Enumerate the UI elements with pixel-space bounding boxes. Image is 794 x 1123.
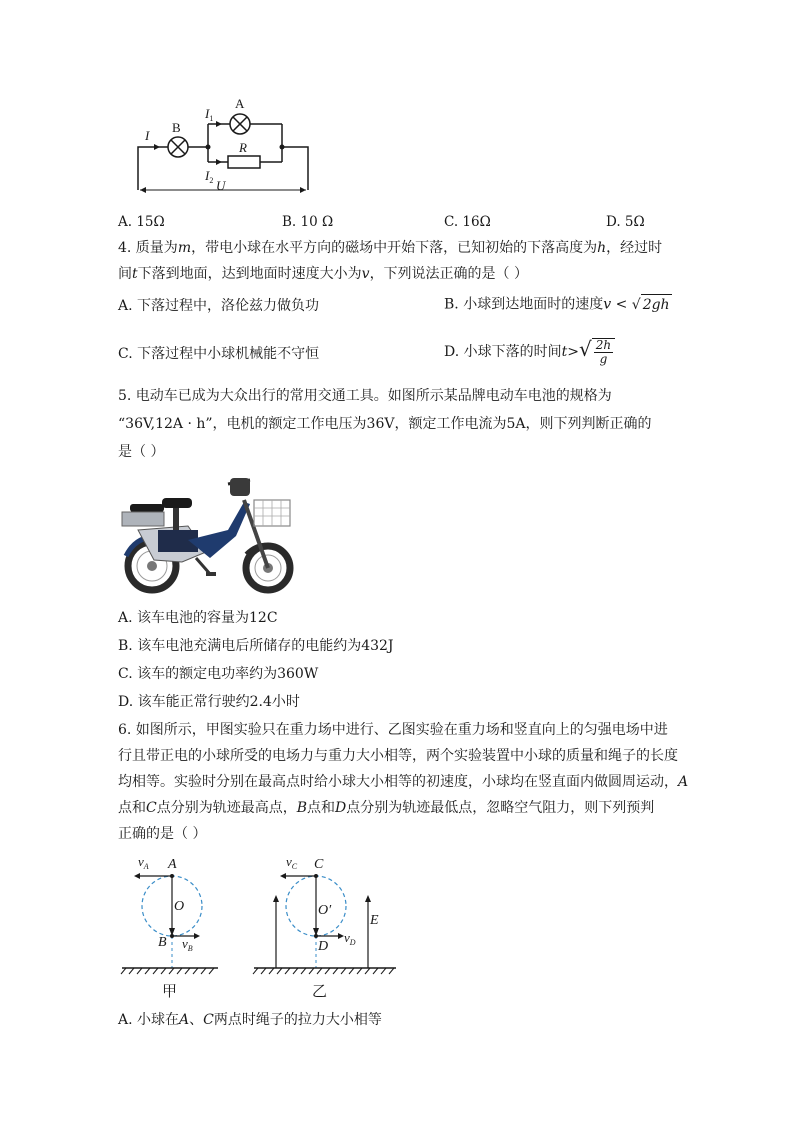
label-D: D: [318, 939, 329, 954]
caption-jia: 甲: [162, 982, 178, 1000]
q6-stem-line4: 点和C点分别为轨迹最高点，B点和D点分别为轨迹最低点，忽略空气阻力，则下列预判: [118, 800, 655, 816]
q5-stem-line1: 5. 电动车已成为大众出行的常用交通工具。如图所示某品牌电动车电池的规格为: [118, 388, 612, 404]
label-B: B: [158, 935, 167, 950]
electric-bike-image: [118, 470, 294, 596]
label-A: A: [235, 96, 245, 111]
label-vD: $v_D$: [344, 930, 356, 947]
q5-stem-line3: 是（ ）: [118, 444, 165, 460]
q3-option-d: D. 5Ω: [606, 214, 645, 230]
figure-jia: [118, 850, 222, 1002]
label-U: U: [216, 178, 226, 193]
q4-stem-line2: 间t下落到地面，达到地面时速度大小为v，下列说法正确的是（ ）: [118, 266, 529, 282]
caption-yi: 乙: [312, 982, 328, 1000]
q6-option-a: A. 小球在A、C两点时绳子的拉力大小相等: [118, 1012, 382, 1028]
q5-option-c: C. 该车的额定电功率约为360W: [118, 666, 319, 682]
q5-option-d: D. 该车能正常行驶约2.4小时: [118, 694, 300, 710]
circuit-diagram: [128, 92, 318, 202]
label-E: E: [370, 913, 379, 928]
label-vB: $v_B$: [182, 936, 193, 953]
q3-option-c: C. 16Ω: [444, 214, 491, 230]
q4-stem-line1: 4. 质量为m，带电小球在水平方向的磁场中开始下落，已知初始的下落高度为h，经过时: [118, 240, 663, 256]
label-O: O: [174, 899, 185, 914]
label-I2: $I_2$: [205, 168, 214, 185]
q6-stem-line2: 行且带正电的小球所受的电场力与重力大小相等，两个实验装置中小球的质量和绳子的长度: [118, 748, 678, 764]
label-B: B: [172, 120, 181, 135]
label-A: A: [168, 857, 177, 872]
q5-option-a: A. 该车电池的容量为12C: [118, 610, 278, 626]
label-C: C: [314, 857, 324, 872]
q4-option-a: A. 下落过程中，洛伦兹力做负功: [118, 298, 320, 314]
figure-yi: [250, 850, 400, 1002]
label-vA: $v_A$: [138, 854, 149, 871]
q5-stem-line2: “36V,12A · h”，电机的额定工作电压为36V，额定工作电流为5A，则下列判断正确的: [118, 416, 652, 432]
label-vC: $v_C$: [286, 854, 298, 871]
q6-stem-line1: 6. 如图所示，甲图实验只在重力场中进行、乙图实验在重力场和竖直向上的匀强电场中进: [118, 722, 668, 738]
label-I: I: [145, 128, 150, 143]
q6-stem-line3: 均相等。实验时分别在最高点时给小球大小相等的初速度，小球均在竖直面内做圆周运动，A: [118, 774, 689, 790]
q4-option-d: D. 小球下落的时间 t > √ $\frac{2h}{g}$: [444, 334, 615, 370]
label-O-prime: O′: [318, 903, 332, 918]
q6-stem-line5: 正确的是（ ）: [118, 826, 207, 842]
label-R: R: [239, 140, 247, 155]
q4-option-b: B. 小球到达地面时的速度v < √ 2gh: [444, 294, 672, 315]
q5-option-b: B. 该车电池充满电后所储存的电能约为432J: [118, 638, 394, 654]
q4-option-c: C. 下落过程中小球机械能不守恒: [118, 346, 320, 362]
label-I1: $I_1$: [205, 106, 214, 123]
q3-option-b: B. 10 Ω: [282, 214, 334, 230]
q3-option-a: A. 15Ω: [118, 214, 165, 230]
